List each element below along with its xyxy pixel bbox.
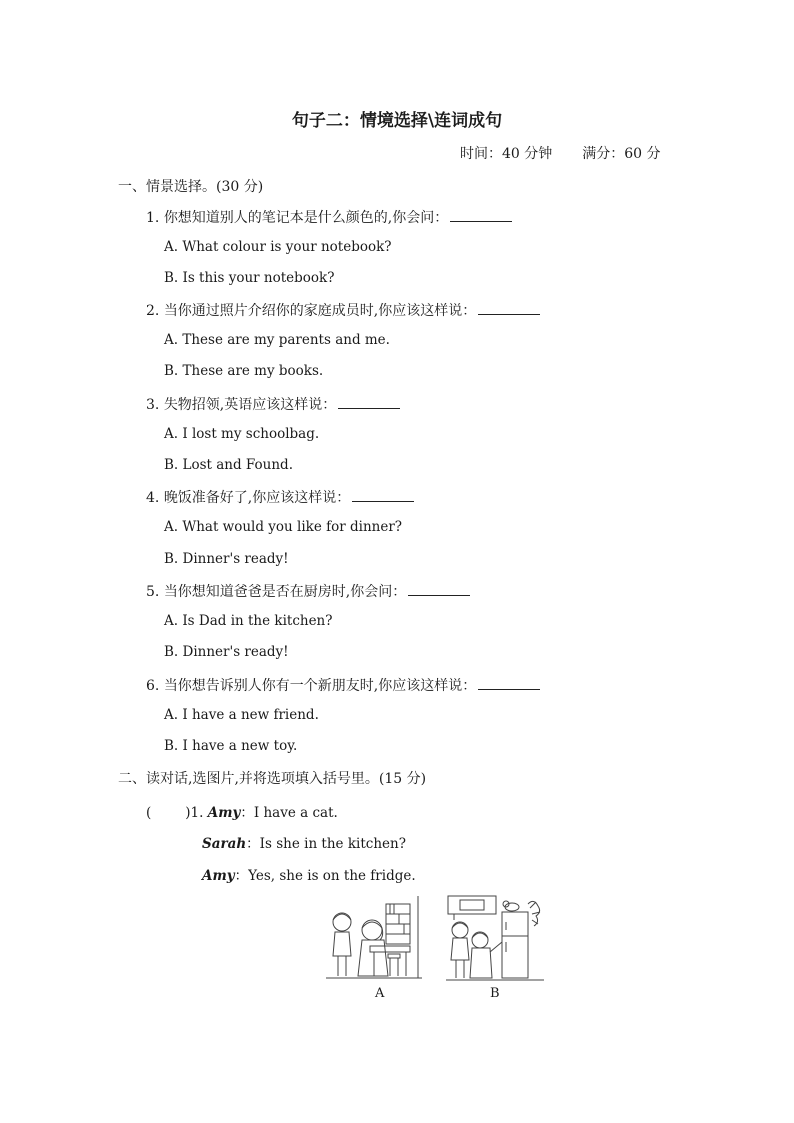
- answer-blank-5[interactable]: [408, 581, 470, 596]
- option-2b: B. These are my books.: [164, 363, 324, 379]
- dialogue-line-1: ( )1. Amy：I have a cat.: [146, 805, 338, 821]
- picture-b[interactable]: [446, 894, 544, 984]
- question-5: 5. 当你想知道爸爸是否在厨房时,你会问：: [146, 581, 470, 601]
- picture-a[interactable]: [326, 894, 422, 984]
- question-2: 2. 当你通过照片介绍你的家庭成员时,你应该这样说：: [146, 300, 540, 320]
- option-2a: A. These are my parents and me.: [164, 332, 390, 348]
- picture-a-label: A: [375, 986, 385, 1001]
- picture-b-label: B: [490, 986, 500, 1001]
- option-1a: A. What colour is your notebook?: [164, 239, 392, 255]
- answer-blank-2[interactable]: [478, 300, 540, 315]
- section-1-heading: 一、情景选择。(30 分): [118, 179, 264, 195]
- option-5a: A. Is Dad in the kitchen?: [164, 613, 333, 629]
- answer-blank-6[interactable]: [478, 675, 540, 690]
- option-6b: B. I have a new toy.: [164, 738, 298, 754]
- exam-meta: [460, 143, 661, 163]
- option-1b: B. Is this your notebook?: [164, 270, 335, 286]
- question-3: 3. 失物招领,英语应该这样说：: [146, 394, 400, 414]
- option-3a: A. I lost my schoolbag.: [164, 426, 320, 442]
- answer-paren[interactable]: ( )1.: [146, 805, 204, 821]
- option-6a: A. I have a new friend.: [164, 707, 319, 723]
- option-4b: B. Dinner's ready!: [164, 551, 289, 567]
- question-1: 1. 你想知道别人的笔记本是什么颜色的,你会问：: [146, 207, 512, 227]
- score-label: 满分：60 分: [582, 146, 661, 162]
- option-5b: B. Dinner's ready!: [164, 644, 289, 660]
- option-3b: B. Lost and Found.: [164, 457, 293, 473]
- time-label: 时间：40 分钟: [460, 146, 553, 162]
- dialogue-line-2: Sarah：Is she in the kitchen?: [202, 836, 406, 852]
- question-6: 6. 当你想告诉别人你有一个新朋友时,你应该这样说：: [146, 675, 540, 695]
- section-2-heading: 二、读对话,选图片,并将选项填入括号里。(15 分): [118, 771, 427, 787]
- option-4a: A. What would you like for dinner?: [164, 519, 403, 535]
- answer-blank-3[interactable]: [338, 394, 400, 409]
- answer-blank-4[interactable]: [352, 487, 414, 502]
- girls-by-fridge-illustration-icon: [446, 894, 544, 984]
- girls-at-desk-illustration-icon: [326, 894, 422, 984]
- dialogue-line-3: Amy：Yes, she is on the fridge.: [202, 868, 416, 884]
- answer-blank-1[interactable]: [450, 207, 512, 222]
- question-4: 4. 晚饭准备好了,你应该这样说：: [146, 487, 414, 507]
- page-title: 句子二：情境选择\连词成句: [291, 111, 503, 131]
